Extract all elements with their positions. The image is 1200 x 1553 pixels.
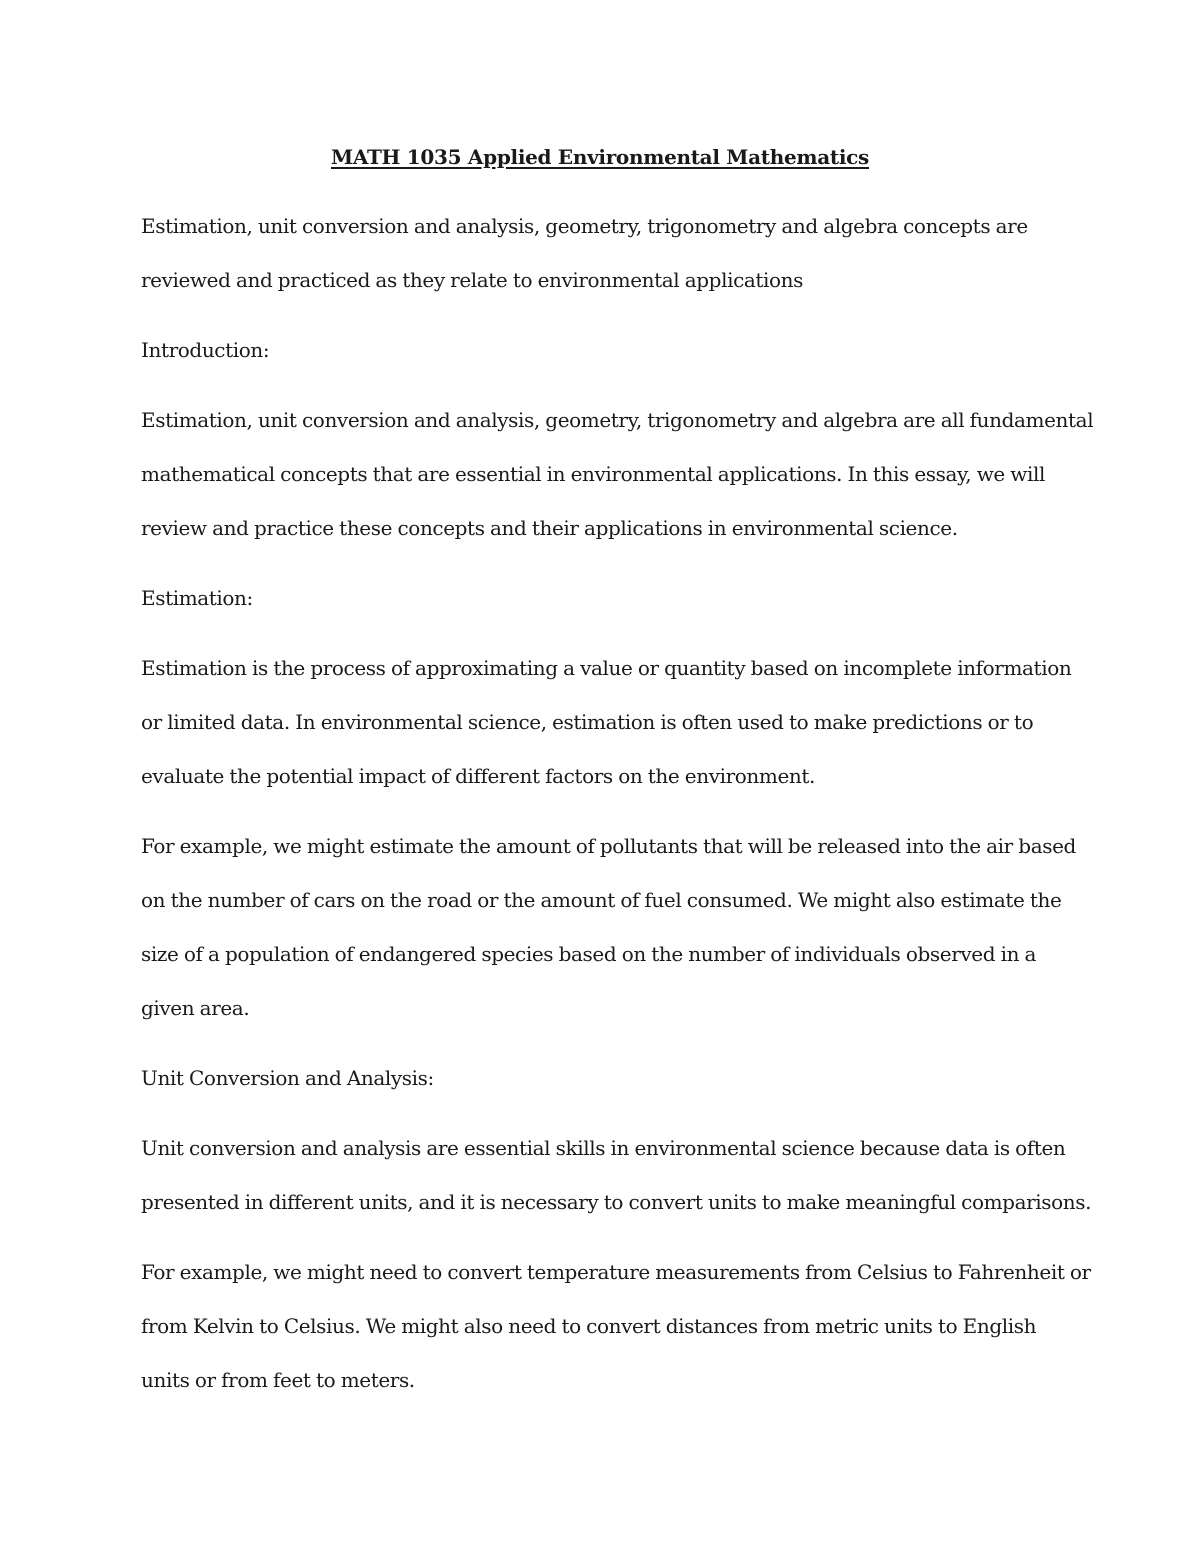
paragraph-estimation-definition xyxy=(141,641,1072,803)
text-line: For example, we might estimate the amount of pollutants that will be released into the air based xyxy=(141,834,1076,858)
paragraph-intro-summary xyxy=(141,199,1066,307)
heading-text: Unit Conversion and Analysis: xyxy=(141,1066,434,1090)
text-line: presented in different units, and it is necessary to convert units to make meaningful comparisons. xyxy=(141,1190,1092,1214)
section-heading-introduction xyxy=(141,323,1066,377)
text-line: Estimation, unit conversion and analysis, geometry, trigonometry and algebra concepts are xyxy=(141,214,1028,238)
document-body xyxy=(141,199,1094,1423)
heading-text: Introduction: xyxy=(141,338,270,362)
text-line: mathematical concepts that are essential in environmental applications. In this essay, we will xyxy=(141,462,1046,486)
document-title: MATH 1035 Applied Environmental Mathematics xyxy=(331,145,869,169)
text-line: Estimation is the process of approximating a value or quantity based on incomplete information xyxy=(141,656,1072,680)
text-line: or limited data. In environmental science, estimation is often used to make predictions or to xyxy=(141,710,1034,734)
text-line: review and practice these concepts and their applications in environmental science. xyxy=(141,516,958,540)
text-line: For example, we might need to convert temperature measurements from Celsius to Fahrenheit or xyxy=(141,1260,1091,1284)
text-line: given area. xyxy=(141,996,250,1020)
paragraph-unit-conversion-example xyxy=(141,1245,1091,1407)
section-heading-unit-conversion xyxy=(141,1051,1066,1105)
text-line: evaluate the potential impact of different factors on the environment. xyxy=(141,764,815,788)
text-line: Unit conversion and analysis are essential skills in environmental science because data is often xyxy=(141,1136,1066,1160)
paragraph-unit-conversion-definition xyxy=(141,1121,1092,1229)
paragraph-estimation-example xyxy=(141,819,1076,1035)
heading-text: Estimation: xyxy=(141,586,253,610)
paragraph-introduction xyxy=(141,393,1094,555)
text-line: size of a population of endangered species based on the number of individuals observed in a xyxy=(141,942,1037,966)
text-line: from Kelvin to Celsius. We might also need to convert distances from metric units to English xyxy=(141,1314,1037,1338)
text-line: units or from feet to meters. xyxy=(141,1368,415,1392)
text-line: on the number of cars on the road or the amount of fuel consumed. We might also estimate the xyxy=(141,888,1062,912)
text-line: reviewed and practiced as they relate to environmental applications xyxy=(141,268,804,292)
section-heading-estimation xyxy=(141,571,1066,625)
text-line: Estimation, unit conversion and analysis, geometry, trigonometry and algebra are all fundamental xyxy=(141,408,1094,432)
